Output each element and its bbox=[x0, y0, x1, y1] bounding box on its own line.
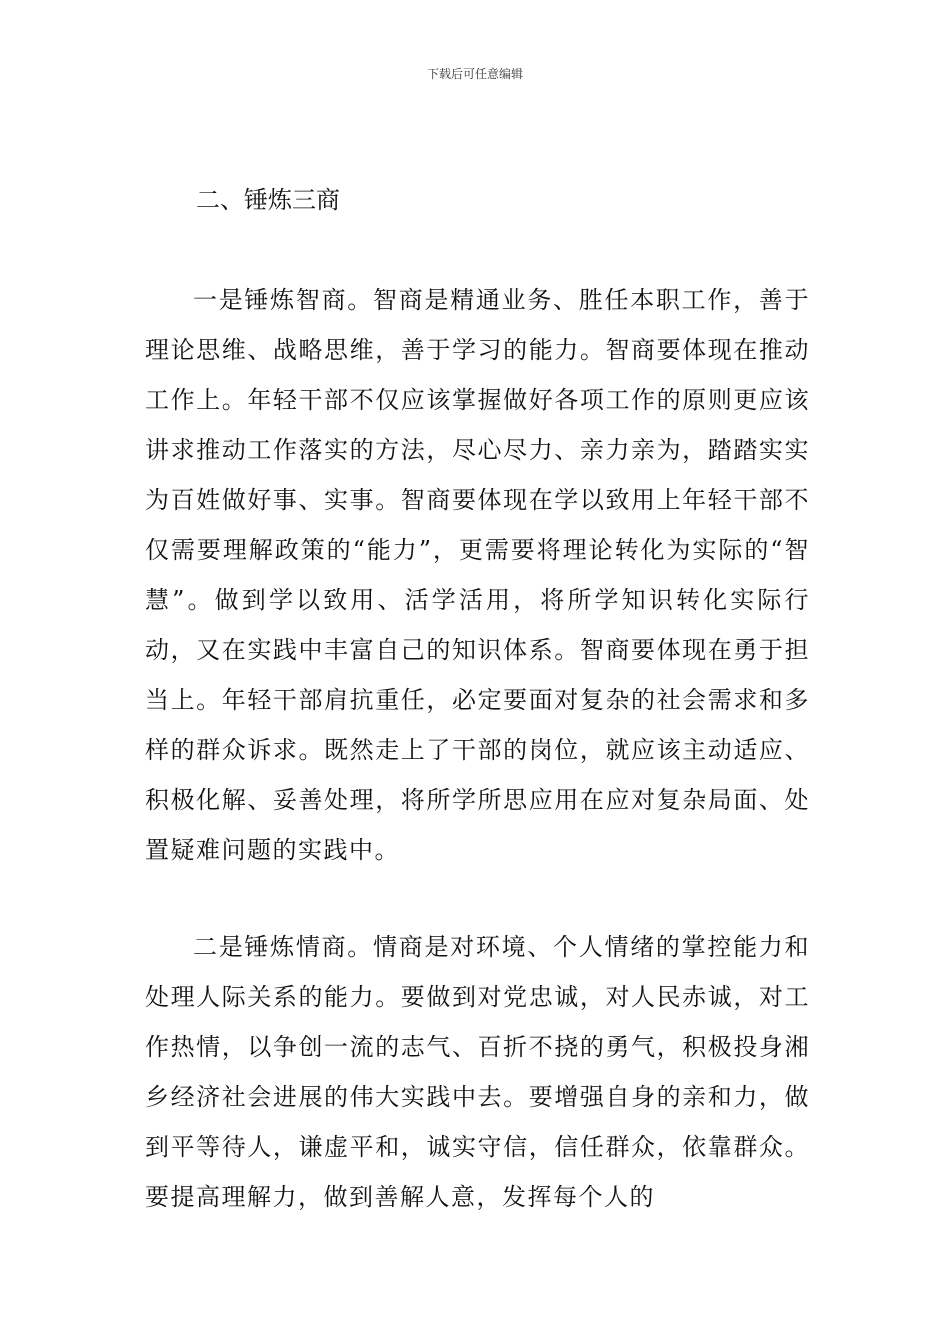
paragraph-eq: 二是锤炼情商。情商是对环境、个人情绪的掌控能力和处理人际关系的能力。要做到对党忠诚，对人民赤诚，对工作热情，以争创一流的志气、百折不挠的勇气，积极投身湘乡经济社会进展的伟大实践中去。要增强自身的亲和力，做到平等待人，谦虚平和，诚实守信，信任群众，依靠群众。要提高理解力，做到善解人意，发挥每个人的 bbox=[145, 933, 810, 1211]
paragraph-iq: 一是锤炼智商。智商是精通业务、胜任本职工作，善于理论思维、战略思维，善于学习的能力。智商要体现在推动工作上。年轻干部不仅应该掌握做好各项工作的原则更应该讲求推动工作落实的方法，尽心尽力、亲力亲为，踏踏实实为百姓做好事、实事。智商要体现在学以致用上年轻干部不仅需要理解政策的“能力”，更需要将理论转化为实际的“智慧”。做到学以致用、活学活用，将所学知识转化实际行动，又在实践中丰富自己的知识体系。智商要体现在勇于担当上。年轻干部肩抗重任，必定要面对复杂的社会需求和多样的群众诉求。既然走上了干部的岗位，就应该主动适应、积极化解、妥善处理，将所学所思应用在应对复杂局面、处置疑难问题的实践中。 bbox=[145, 286, 810, 864]
section-heading: 二、锤炼三商 bbox=[196, 186, 340, 214]
page-header-note: 下载后可任意编辑 bbox=[426, 67, 523, 81]
